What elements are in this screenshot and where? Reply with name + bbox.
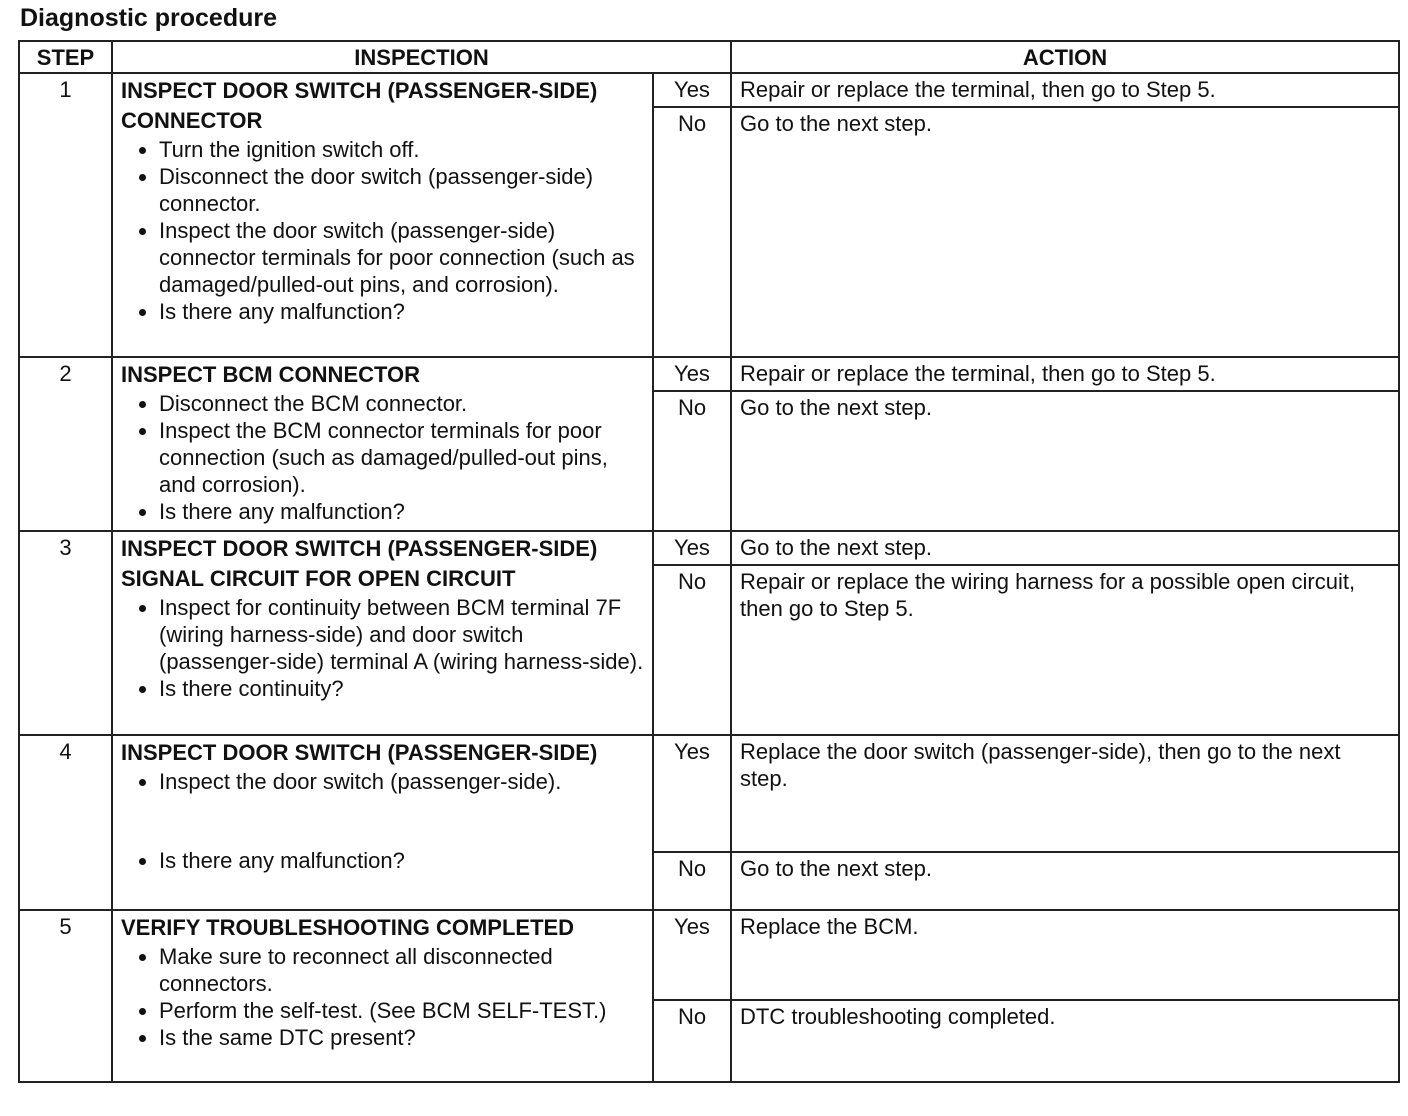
yes-label: Yes: [653, 735, 731, 852]
step-inspection: [112, 910, 653, 1082]
step-number: 1: [19, 73, 112, 357]
bullet-item: • Is there any malfunction?: [159, 298, 644, 325]
step-inspection: [112, 531, 653, 735]
step-5-yes-row: [19, 910, 1399, 1000]
step-bullets: [121, 594, 644, 702]
step-inspection: [112, 73, 653, 357]
yes-action: Repair or replace the terminal, then go to Step 5.: [731, 73, 1399, 107]
bullet-item: • Disconnect the BCM connector.: [159, 390, 644, 417]
yes-action: Replace the BCM.: [731, 910, 1399, 1000]
step-inspection: [112, 357, 653, 531]
step-3-yes-row: [19, 531, 1399, 565]
no-action: Go to the next step.: [731, 107, 1399, 357]
bullet-item: • Is the same DTC present?: [159, 1024, 644, 1051]
no-label: No: [653, 391, 731, 531]
yes-label: Yes: [653, 531, 731, 565]
step-number: 5: [19, 910, 112, 1082]
bullet-item: • Make sure to reconnect all disconnected connectors.: [159, 943, 644, 997]
no-action: Repair or replace the wiring harness for a possible open circuit, then go to Step 5.: [731, 565, 1399, 735]
no-action: DTC troubleshooting completed.: [731, 1000, 1399, 1082]
bullet-item: • Inspect for continuity between BCM terminal 7F (wiring harness-side) and door switch (passenger-side) terminal A (wiring harness-side).: [159, 594, 644, 675]
no-label: No: [653, 107, 731, 357]
step-number: 3: [19, 531, 112, 735]
step-bullets: [121, 136, 644, 325]
no-action: Go to the next step.: [731, 391, 1399, 531]
step-heading: INSPECT BCM CONNECTOR: [121, 362, 421, 387]
yes-action: Repair or replace the terminal, then go to Step 5.: [731, 357, 1399, 391]
no-label: No: [653, 1000, 731, 1082]
bullet-item: • Inspect the door switch (passenger-side).: [159, 768, 644, 795]
page-title: Diagnostic procedure: [20, 4, 277, 32]
step-heading: INSPECT DOOR SWITCH (PASSENGER-SIDE) CONNECTOR: [121, 78, 598, 133]
step-heading: INSPECT DOOR SWITCH (PASSENGER-SIDE) SIGNAL CIRCUIT FOR OPEN CIRCUIT: [121, 536, 598, 591]
bullet-item: • Is there any malfunction?: [159, 498, 644, 525]
yes-label: Yes: [653, 73, 731, 107]
bullet-item: • Is there continuity?: [159, 675, 644, 702]
yes-action: Go to the next step.: [731, 531, 1399, 565]
bullet-item: • Is there any malfunction?: [159, 847, 644, 874]
spacer: [121, 821, 644, 847]
step-2-yes-row: [19, 357, 1399, 391]
yes-label: Yes: [653, 357, 731, 391]
step-inspection: [112, 735, 653, 910]
step-bullets: [121, 768, 644, 795]
step-number: 2: [19, 357, 112, 531]
bullet-item: • Turn the ignition switch off.: [159, 136, 644, 163]
header-action: ACTION: [731, 41, 1399, 73]
step-heading: INSPECT DOOR SWITCH (PASSENGER-SIDE): [121, 740, 598, 765]
bullet-item: • Perform the self-test. (See BCM SELF-TEST.): [159, 997, 644, 1024]
header-inspection: INSPECTION: [112, 41, 731, 73]
bullet-item: • Inspect the BCM connector terminals for poor connection (such as damaged/pulled-out pins, and corrosion).: [159, 417, 644, 498]
bullet-item: • Disconnect the door switch (passenger-side) connector.: [159, 163, 644, 217]
no-label: No: [653, 852, 731, 910]
table-header-row: [19, 41, 1399, 73]
spacer: [121, 795, 644, 821]
step-4-yes-row: [19, 735, 1399, 852]
step-number: 4: [19, 735, 112, 910]
diagnostic-procedure-table: [18, 40, 1400, 1083]
step-heading: VERIFY TROUBLESHOOTING COMPLETED: [121, 915, 575, 940]
yes-label: Yes: [653, 910, 731, 1000]
no-action: Go to the next step.: [731, 852, 1399, 910]
yes-action: Replace the door switch (passenger-side), then go to the next step.: [731, 735, 1399, 852]
step-bullets: [121, 943, 644, 1051]
header-step: STEP: [19, 41, 112, 73]
no-label: No: [653, 565, 731, 735]
bullet-item: • Inspect the door switch (passenger-side) connector terminals for poor connection (such as damaged/pulled-out pins, and corrosion).: [159, 217, 644, 298]
step-1-yes-row: [19, 73, 1399, 107]
step-bullets: [121, 390, 644, 525]
step-bullets: [121, 847, 644, 874]
